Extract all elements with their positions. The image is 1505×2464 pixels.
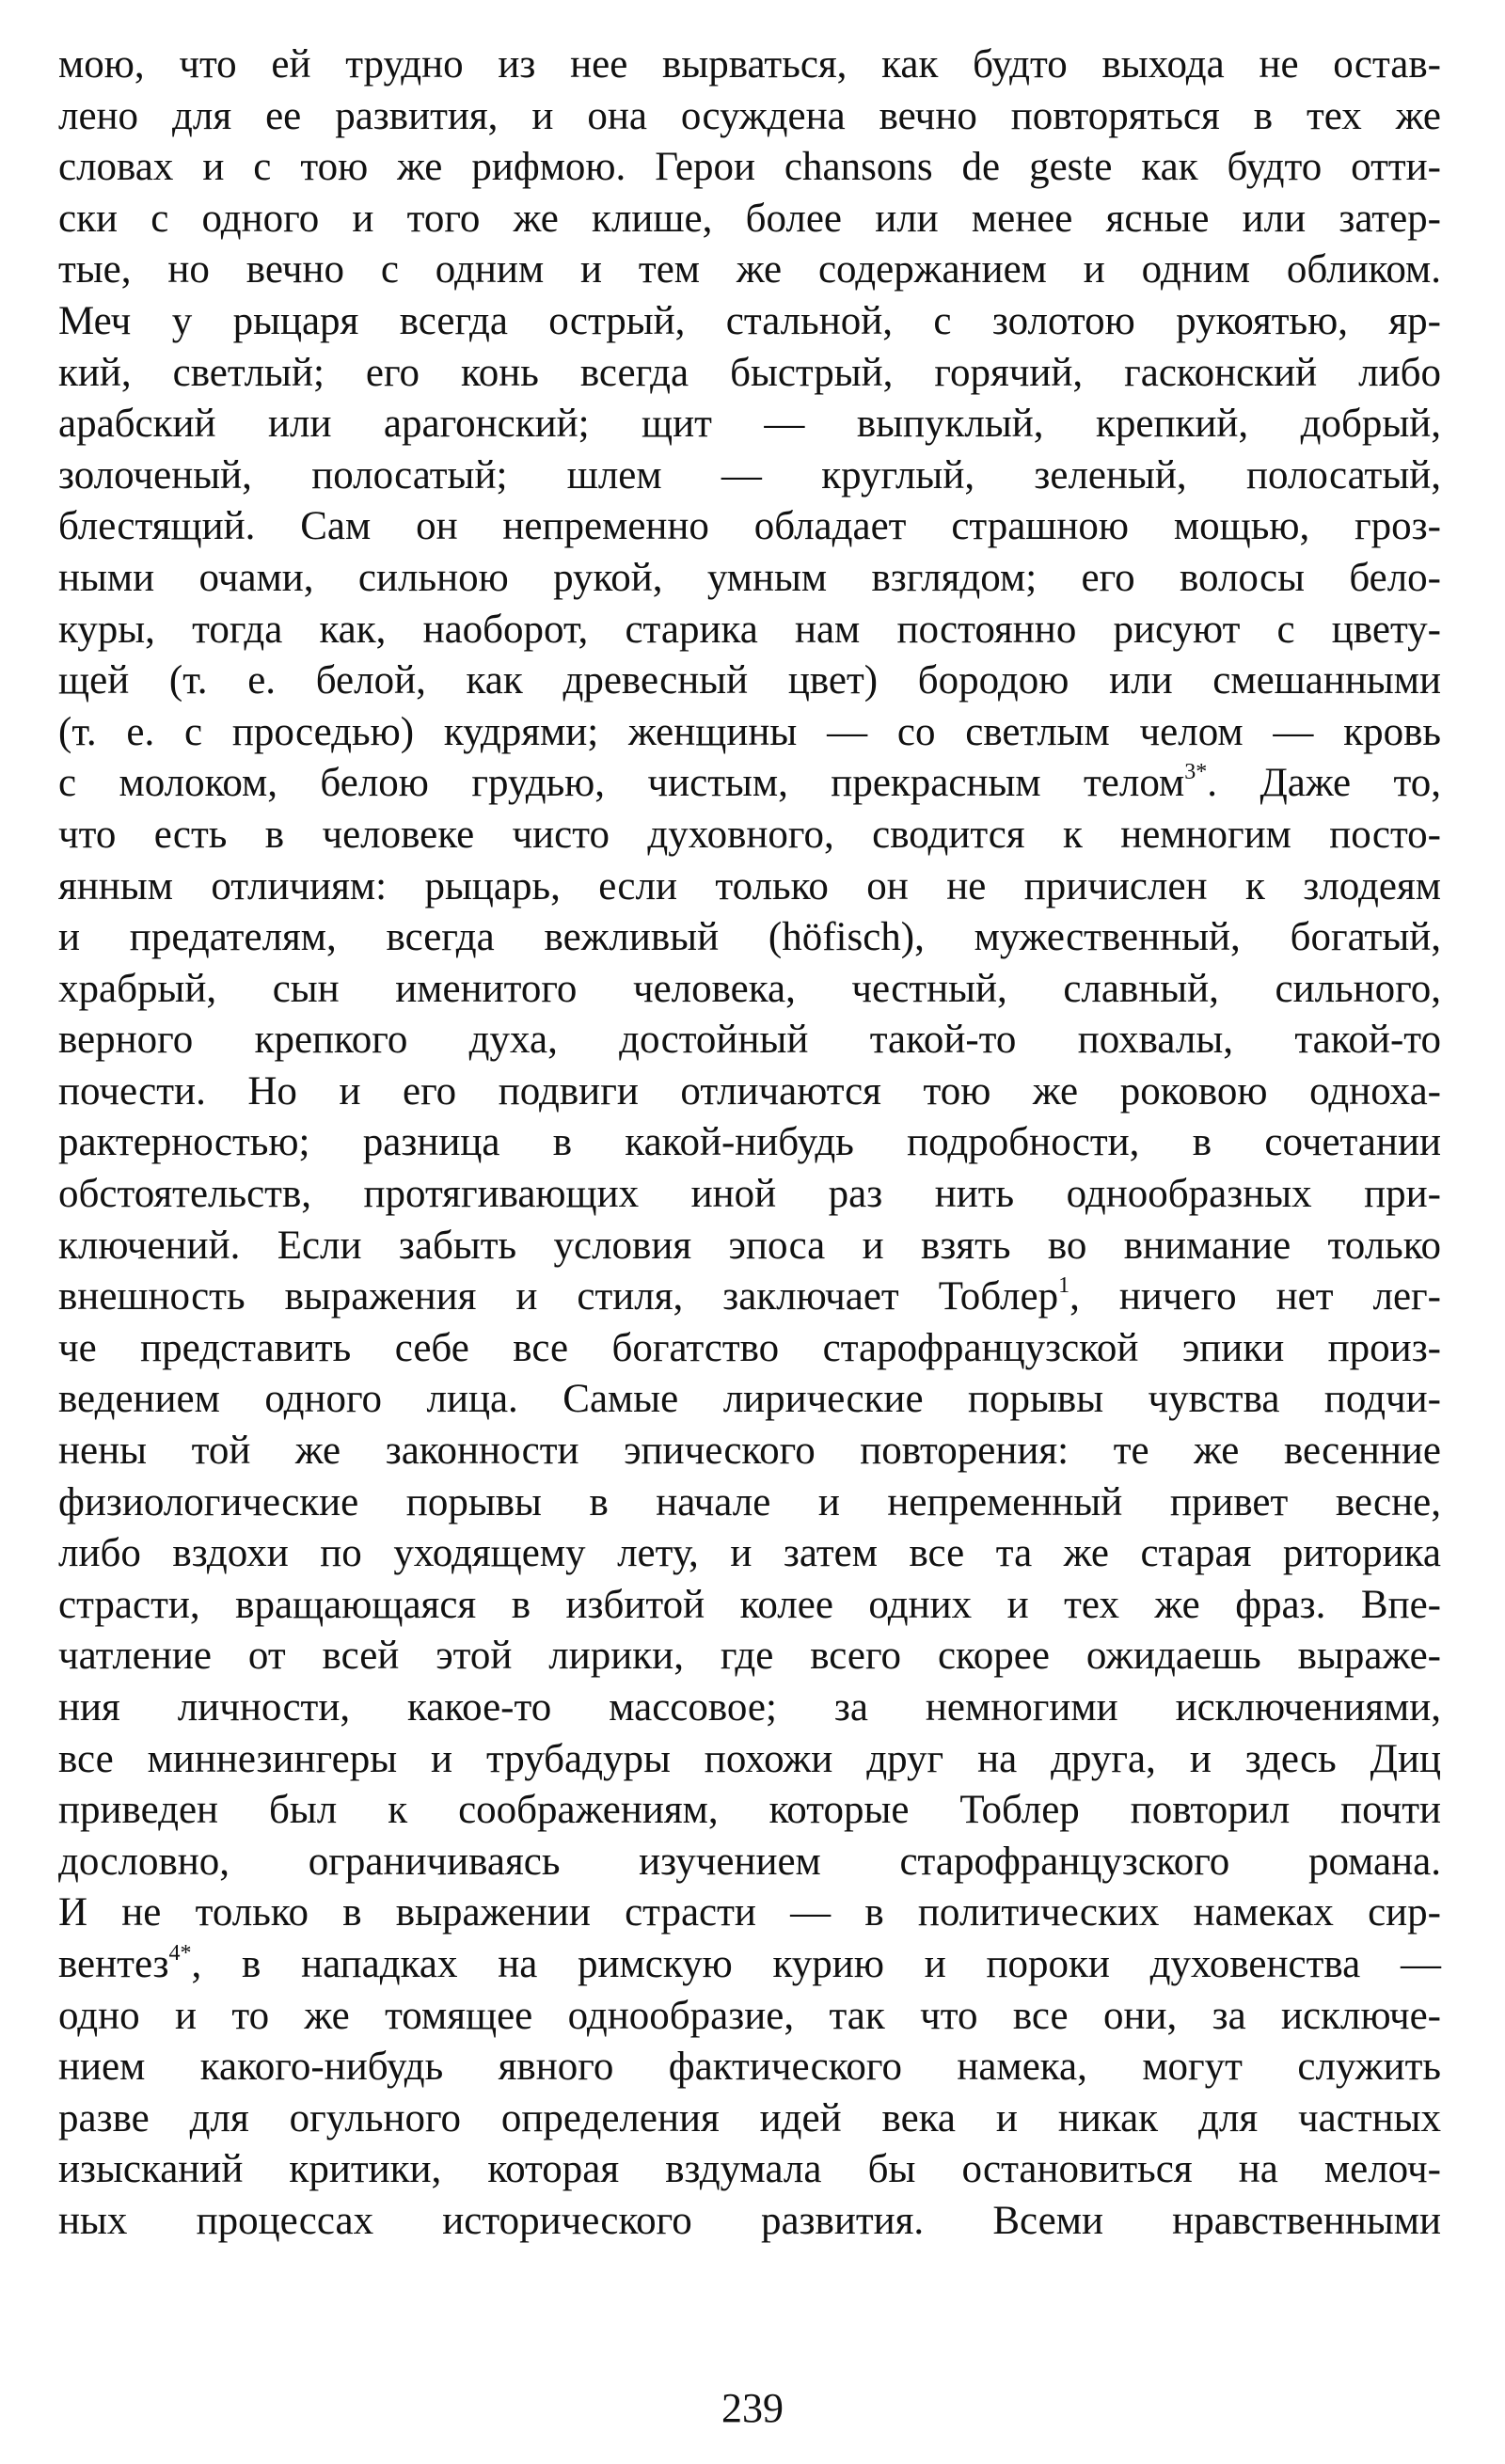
text-line-41: разве для огульного определения идей века и никак для частных	[58, 2095, 1441, 2140]
text-line-4: ски с одного и того же клише, более или менее ясные или затер-	[58, 196, 1441, 241]
text-line-7: кий, светлый; его конь всегда быстрый, горячий, гасконский либо	[58, 350, 1441, 395]
text-line-25-start: внешность выражения и стиля, заключает Тоблер	[58, 1274, 1059, 1319]
text-line-15	[58, 758, 1441, 810]
text-line-9: золоченый, полосатый; шлем — круглый, зеленый, полосатый,	[58, 452, 1441, 498]
text-line-32: чатление от всей этой лирики, где всего скорее ожидаешь выраже-	[58, 1634, 1441, 1679]
text-line-38-start: вентез	[58, 1941, 169, 1986]
footnote-marker-1: 1	[1058, 1273, 1070, 1299]
text-line-30: либо вздохи по уходящему лету, и затем все та же старая риторика	[58, 1531, 1441, 1576]
text-line-22: рактерностью; разница в какой-нибудь подробности, в сочетании	[58, 1120, 1441, 1165]
text-line-8: арабский или арагонский; щит — выпуклый, крепкий, добрый,	[58, 402, 1441, 447]
text-line-3: словах и с тою же рифмою. Герои chansons de geste как будто отти-	[58, 145, 1441, 190]
text-line-26: че представить себе все богатство старофранцузской эпики произ-	[58, 1325, 1441, 1370]
footnote-marker-3: 3*	[1184, 760, 1208, 785]
text-line-19: храбрый, сын именитого человека, честный, славный, сильного,	[58, 966, 1441, 1011]
text-line-38-end: , в нападках на римскую курию и пороки духовенства —	[191, 1941, 1441, 1986]
text-line-18: и предателям, всегда вежливый (höfisch), мужественный, богатый,	[58, 915, 1441, 960]
text-line-10: блестящий. Сам он непременно обладает страшною мощью, гроз-	[58, 504, 1441, 549]
text-line-29: физиологические порывы в начале и непременный привет весне,	[58, 1479, 1441, 1524]
text-line-13: щей (т. е. белой, как древесный цвет) бородою или смешанными	[58, 658, 1441, 703]
text-line-17: янным отличиям: рыцарь, если только он не причислен к злодеям	[58, 863, 1441, 908]
text-line-36: дословно, ограничиваясь изучением старофранцузского романа.	[58, 1839, 1441, 1884]
text-line-1: мою, что ей трудно из нее вырваться, как будто выхода не остав-	[58, 42, 1441, 87]
footnote-marker-4: 4*	[168, 1940, 192, 1966]
text-line-15-end: . Даже то,	[1207, 761, 1441, 806]
text-line-5: тые, но вечно с одним и тем же содержанием и одним обликом.	[58, 247, 1441, 292]
text-line-40: нием какого-нибудь явного фактического намека, могут служить	[58, 2045, 1441, 2090]
text-line-21: почести. Но и его подвиги отличаются тою же роковою одноха-	[58, 1068, 1441, 1114]
text-line-28: нены той же законности эпического повторения: те же весенние	[58, 1429, 1441, 1474]
text-line-24: ключений. Если забыть условия эпоса и взять во внимание только	[58, 1223, 1441, 1268]
text-line-25-end: , ничего нет лег-	[1069, 1274, 1441, 1319]
text-line-25	[58, 1271, 1441, 1323]
page-body	[58, 39, 1441, 2248]
text-line-23: обстоятельств, протягивающих иной раз нить однообразных при-	[58, 1172, 1441, 1217]
text-line-15-start: с молоком, белою грудью, чистым, прекрасным телом	[58, 761, 1185, 806]
page-number: 239	[721, 2385, 784, 2431]
text-line-2: лено для ее развития, и она осуждена вечно повторяться в тех же	[58, 93, 1441, 138]
text-line-11: ными очами, сильною рукой, умным взглядом; его волосы бело-	[58, 555, 1441, 600]
text-line-33: ния личности, какое-то массовое; за немногими исключениями,	[58, 1685, 1441, 1730]
text-line-16: что есть в человеке чисто духовного, сводится к немногим посто-	[58, 812, 1441, 857]
text-line-37: И не только в выражении страсти — в политических намеках сир-	[58, 1890, 1441, 1935]
text-line-38	[58, 1939, 1441, 1991]
text-line-12: куры, тогда как, наоборот, старика нам постоянно рисуют с цвету-	[58, 607, 1441, 652]
text-line-35: приведен был к соображениям, которые Тоблер повторил почти	[58, 1788, 1441, 1833]
text-line-31: страсти, вращающаяся в избитой колее одних и тех же фраз. Впе-	[58, 1582, 1441, 1627]
text-line-34: все миннезингеры и трубадуры похожи друг на друга, и здесь Диц	[58, 1736, 1441, 1781]
text-line-14: (т. е. с проседью) кудрями; женщины — со светлым челом — кровь	[58, 709, 1441, 754]
text-line-42: изысканий критики, которая вздумала бы остановиться на мелоч-	[58, 2147, 1441, 2192]
text-line-43: ных процессах исторического развития. Всеми нравственными	[58, 2198, 1441, 2243]
text-line-39: одно и то же томящее однообразие, так что все они, за исключе-	[58, 1993, 1441, 2038]
text-line-20: верного крепкого духа, достойный такой-то похвалы, такой-то	[58, 1018, 1441, 1063]
text-line-6: Меч у рыцаря всегда острый, стальной, с золотою рукоятью, яр-	[58, 298, 1441, 343]
text-line-27: ведением одного лица. Самые лирические порывы чувства подчи-	[58, 1377, 1441, 1422]
